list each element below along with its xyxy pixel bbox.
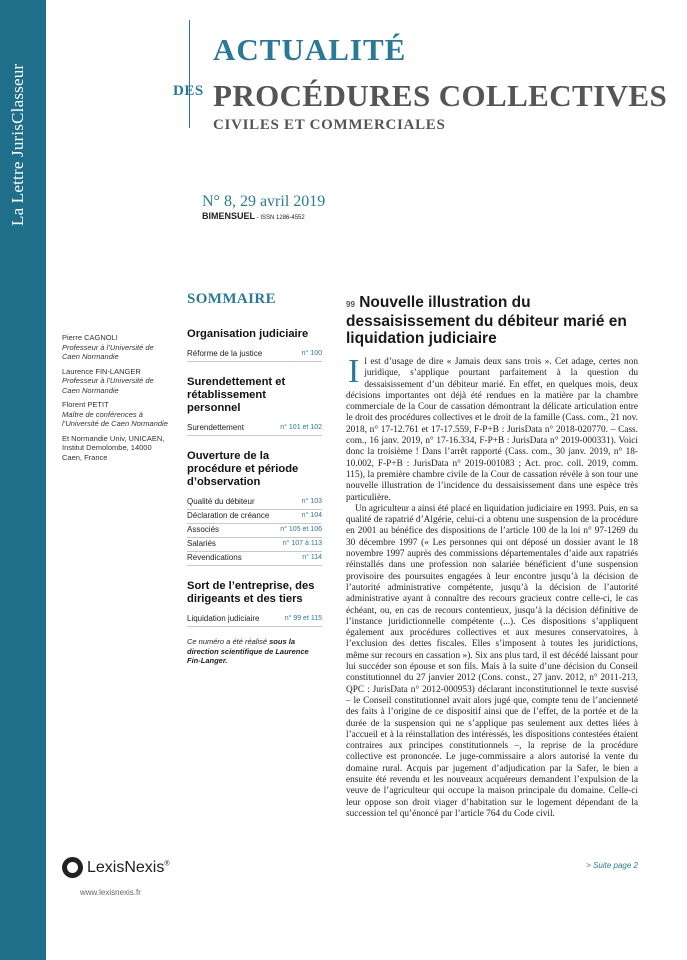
issue-number-date: N° 8, 29 avril 2019 xyxy=(202,193,326,210)
toc-entry[interactable] xyxy=(187,422,322,436)
article-number: 99 xyxy=(346,300,355,309)
issue-editor-note xyxy=(187,637,322,666)
toc-entry-label: Revendications xyxy=(187,553,242,562)
toc-section xyxy=(187,450,322,566)
publisher-website[interactable]: www.lexisnexis.fr xyxy=(80,888,141,897)
publisher-logo xyxy=(62,857,170,878)
toc-entry-page: n° 99 et 115 xyxy=(284,615,322,622)
publisher-name-text: LexisNexis xyxy=(87,858,165,876)
article-paragraph xyxy=(346,353,638,504)
article-title-block xyxy=(346,294,638,347)
toc-entry-label: Surendettement xyxy=(187,423,244,432)
toc-section-title: Organisation judiciaire xyxy=(187,328,309,340)
toc-entry-label: Liquidation judiciaire xyxy=(187,614,260,623)
issn-label: - ISSN 1286-4552 xyxy=(255,215,305,221)
toc-entry-label: Associés xyxy=(187,525,220,534)
authors-list xyxy=(62,333,172,462)
author xyxy=(62,367,172,396)
toc-section xyxy=(187,328,322,362)
publisher-name xyxy=(87,859,170,877)
masthead-line2: PROCÉDURES COLLECTIVES xyxy=(213,78,668,113)
toc-entry-label: Qualité du débiteur xyxy=(187,497,255,506)
toc-entry-label: Réforme de la justice xyxy=(187,349,263,358)
article-dropcap: I xyxy=(348,353,360,390)
toc-entry-label: Salariés xyxy=(187,539,216,548)
toc-entry[interactable] xyxy=(187,510,322,524)
toc-entry[interactable] xyxy=(187,552,322,566)
article-body xyxy=(346,353,638,820)
author xyxy=(62,333,172,362)
toc-entry-label: Déclaration de créance xyxy=(187,511,270,520)
toc-entry[interactable] xyxy=(187,538,322,552)
toc-entry-page: n° 101 et 102 xyxy=(280,424,322,431)
author-name: Laurence FIN-LANGER xyxy=(62,366,141,376)
author-role: Maître de conférences à l’Université de Caen Normandie xyxy=(62,409,168,428)
lead-article xyxy=(346,294,638,820)
issue-frequency xyxy=(202,211,305,221)
toc-entry[interactable] xyxy=(187,613,322,627)
article-paragraph-text: l est d’usage de dire « Jamais deux sans trois ». Cet adage, certes non juridique, s’applique pourtant parfaitement à la question du dessaisissement d’un débiteur marié. En effet, en quelques mois, deux décisions importantes ont déjà été rendues en la matière par la chambre commerciale de la Cour de cassation démontrant la délicate articulation entre le droit des procédures collectives et le droit de la famille (Cass. com., 21 nov. 2018, n° 17-12.761 et 17-17.559, F-P+B : JurisData n° 2018-020770. – Cass. com., 16 janv. 2019, n° 17-16.334, F-P+B : JurisData n° 2019-000331). Voici donc la troisième ! Dans l’arrêt rapporté (Cass. com., 30 janv. 2019, n° 18-10.002, F-P+B : JurisData n° 2019-001083 ; Act. proc. coll. 2019, comm. 115), la première chambre civile de la Cour de cassation révèle à son tour une nouvelle illustration de l’incidence du dessaisissement dans une espèce très particulière. xyxy=(346,357,638,503)
toc-entry-page: n° 105 et 106 xyxy=(280,526,322,533)
toc-entry[interactable] xyxy=(187,496,322,510)
toc-section xyxy=(187,580,322,627)
toc-entry-page: n° 103 xyxy=(301,498,322,505)
toc-entry-page: n° 104 xyxy=(301,512,322,519)
side-band-title: La Lettre JurisClasseur xyxy=(8,63,27,226)
toc-section-title: Ouverture de la procédure et période d’observation xyxy=(187,450,299,488)
toc-section-title: Sort de l’entreprise, des dirigeants et des tiers xyxy=(187,580,315,605)
frequency-label: BIMENSUEL xyxy=(202,211,256,221)
toc-entry-page: n° 100 xyxy=(301,350,322,357)
author-address: Et Normandie Univ, UNICAEN, Institut Demolombe, 14000 Caen, France xyxy=(62,433,165,462)
toc-section-title: Surendettement et rétablissement personnel xyxy=(187,376,286,414)
masthead-des: DES xyxy=(173,83,204,99)
editor-note-bold: sous la direction scientifique de Laurence Fin-Langer. xyxy=(187,637,309,665)
toc-entry-page: n° 107 à 113 xyxy=(282,540,322,547)
article-title: Nouvelle illustration du dessaisissement du débiteur marié en liquidation judiciaire xyxy=(346,294,627,347)
author xyxy=(62,400,172,429)
toc-entry[interactable] xyxy=(187,348,322,362)
article-paragraph: Un agriculteur a ainsi été placé en liquidation judiciaire en 1993. Puis, en sa qualité de rapatrié d’Algérie, celui-ci a obtenu une suspension de la procédure en 2001 au bénéfice des dispositions de l’article 100 de la loi n° 97-1269 du 30 décembre 1997 (« Les personnes qui ont déposé un dossier avant le 18 novembre 1997 auprès des commissions départementales d’aide aux rapatriés réinstallés dans une profession non salariée bénéficient d’une suspension provisoire des poursuites engagées à leur encontre jusqu’à la décision de l’autorité administrative compétente, jusqu’à la décision de l’autorité administrative ayant à connaître des recours gracieux contre celle-ci, le cas échéant, ou, en cas de recours contentieux, jusqu’à la décision définitive de l’instance juridictionnelle compétente (...). Ces dispositions s’appliquent également aux procédures collectives et aux mesures conservatoires, à l’exclusion des dettes fiscales. Elles s’imposent à toutes les juridictions, même sur recours en cassation »). Six ans plus tard, il est décédé laissant pour lui succéder son épouse et son fils. Mais à la suite d’une décision du Conseil constitutionnel du 27 janvier 2012 (Cons. const., 27 janv. 2012, n° 2011-213, QPC : JurisData n° 2012-000953) déclarant inconstitutionnel le texte susvisé – le Conseil constitutionnel avait alors jugé que, compte tenu de l’ancienneté des faits à l’origine de ce dispositif ainsi que de l’effet, de la portée et de la durée de la suspension qui ne s’applique pas seulement aux dettes liées à l’accueil et à la réinstallation des intéressés, les dispositions contestées étaient contraires aux principes constitutionnels –, la reprise de la procédure collective est prononcée. Le juge-commissaire a alors autorisé la vente du domaine rural. Acquis par jugement d’adjudication par la Safer, le bien a ensuite été revendu et les nouveaux acquéreurs demandent l’expulsion de la veuve de l’agriculteur qui occupe la maison principale du domaine. Celle-ci leur oppose son droit viager d’habitation sur le logement dépendant de la succession tel qu’énoncé par l’article 764 du Code civil. xyxy=(346,503,638,819)
editor-note-text: Ce numéro a été réalisé xyxy=(187,637,270,646)
registered-mark: ® xyxy=(164,860,170,868)
lexisnexis-logo-icon xyxy=(62,857,83,878)
continued-link[interactable]: > Suite page 2 xyxy=(586,861,638,870)
sommaire-heading: SOMMAIRE xyxy=(187,291,277,307)
toc-entry[interactable] xyxy=(187,524,322,538)
masthead-divider xyxy=(189,20,190,128)
toc-section xyxy=(187,376,322,436)
author-role: Professeur à l’Université de Caen Normandie xyxy=(62,342,154,361)
author-name: Florent PETIT xyxy=(62,400,109,409)
toc-entry-page: n° 114 xyxy=(302,554,322,561)
table-of-contents xyxy=(187,328,322,666)
author-role: Professeur à l’Université de Caen Normandie xyxy=(62,376,154,395)
masthead-line3: CIVILES ET COMMERCIALES xyxy=(213,117,446,133)
author-name: Pierre CAGNOLI xyxy=(62,333,118,342)
masthead-line1: ACTUALITÉ xyxy=(213,32,407,67)
